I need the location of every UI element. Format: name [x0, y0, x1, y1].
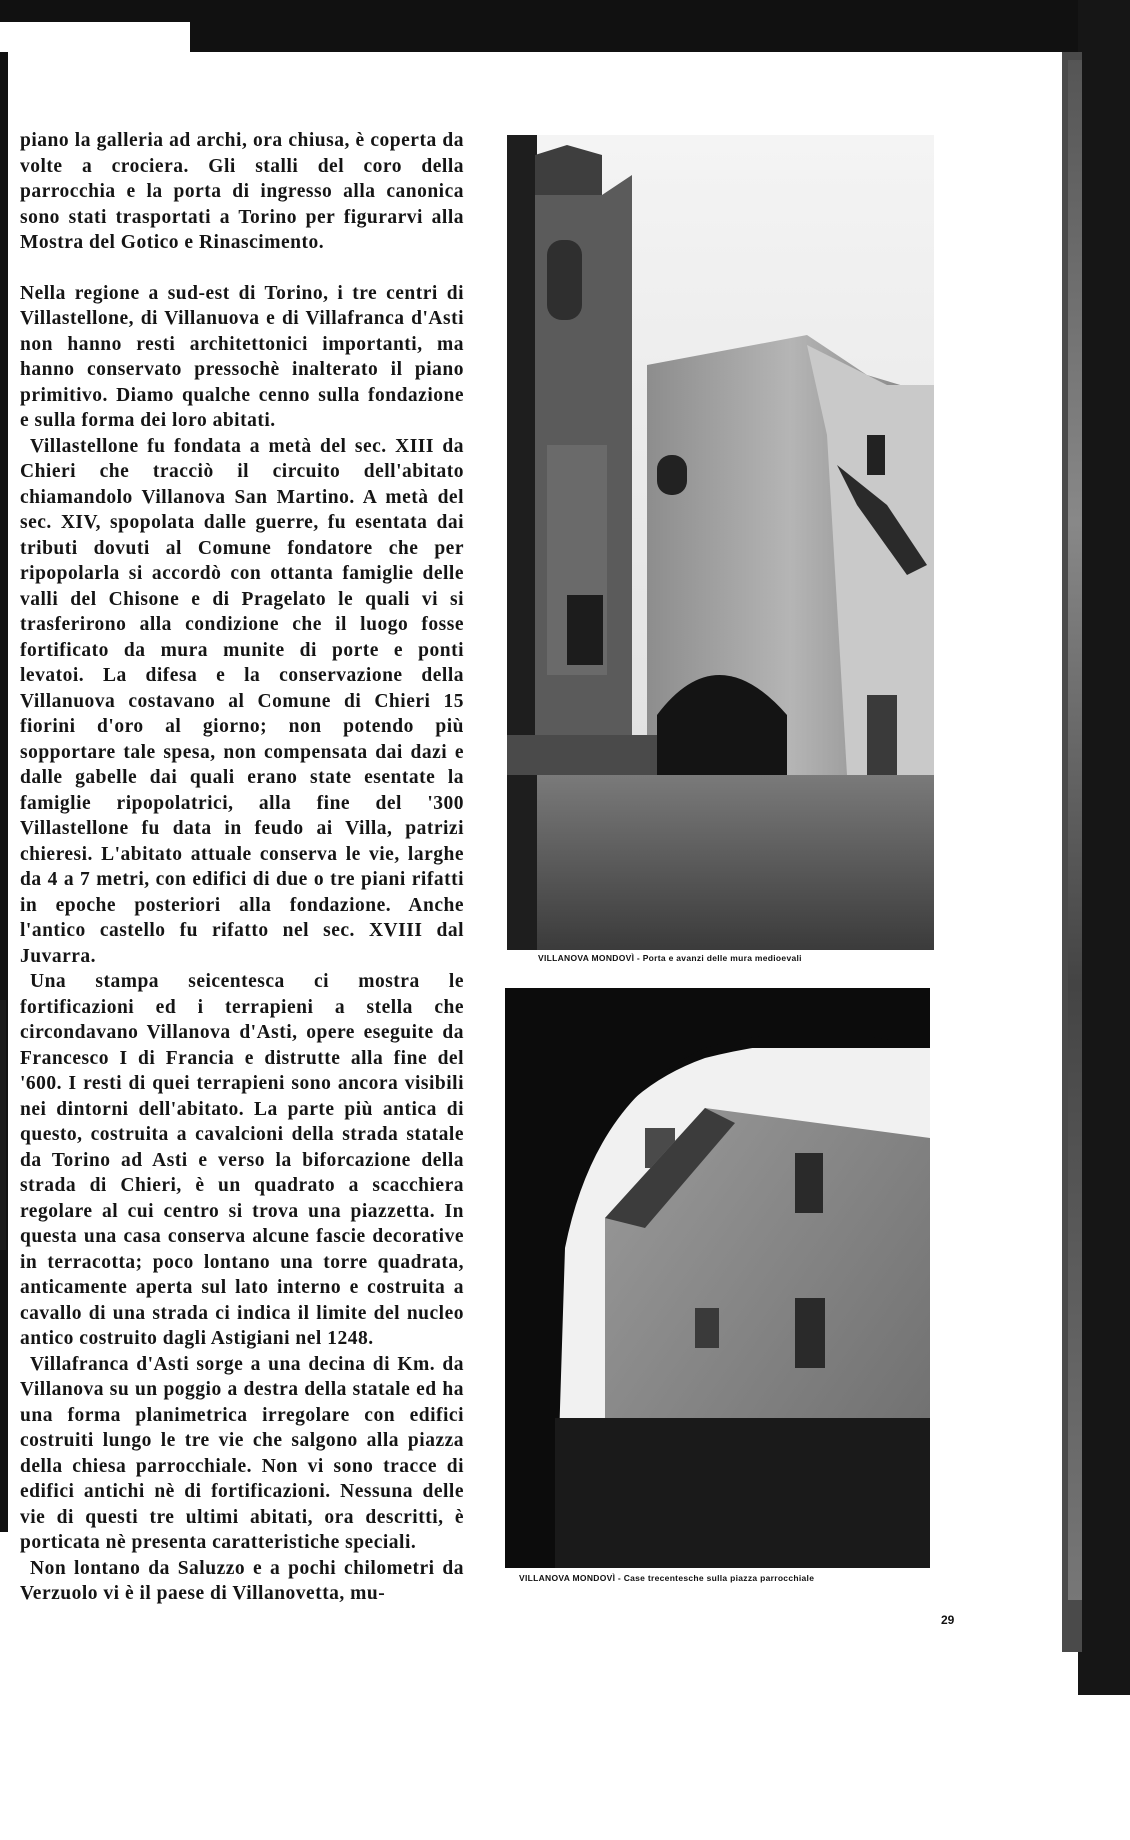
article-text-column — [20, 128, 464, 1607]
photo-gate-and-walls — [507, 135, 934, 950]
paragraph-3: Villastellone fu fondata a metà del sec. XIII da Chieri che tracciò il circuito dell'abitato chiamandolo Villanova San Martino. A metà del sec. XIV, spopolata dalle guerre, fu esentata dai tributi dovuti al Comune fondatore che per ripopolarla si accordò con ottanta famiglie delle valli del Chisone e di Pragelato le quali vi si trasferirono alla condizione che il luogo fosse fortificato da mura munite di porte e ponti levatoi. La difesa e la conservazione della Villanuova costavano al Comune di Chieri 15 fiorini d'oro al giorno; non potendo più sopportare tale spesa, non compensata dai dazi e dalle gabelle dai quali erano state esentate la famiglie ripopolatrici, alla fine del '300 Villastellone fu data in feudo ai Villa, patrizi chieresi. L'abitato attuale conserva le vie, larghe da 4 a 7 metri, con edifici di due o tre piani rifatti in epoche posteriori alla fondazione. Anche l'antico castello fu rifatto nel sec. XVIII dal Juvarra. — [20, 435, 464, 967]
photo-trecento-houses — [505, 988, 930, 1840]
paragraph-1: piano la galleria ad archi, ora chiusa, è coperta da volte a crociera. Gli stalli del coro della parrocchia e la porta di ingresso alla canonica sono stati trasportati a Torino per figurarvi alla Mostra del Gotico e Rinascimento. — [20, 130, 464, 253]
photo-gate-image — [507, 135, 934, 950]
photo-houses-image — [505, 988, 930, 1568]
right-scan-border — [1078, 0, 1130, 1695]
paragraph-5: Villafranca d'Asti sorge a una decina di Km. da Villanova su un poggio a destra della statale ed ha una forma planimetrica irregolare con edifici costruiti lungo le tre vie che salgono alla piazza della chiesa parrocchiale. Non vi sono tracce di edifici antichi nè di fortificazioni. Nessuna delle vie di questi tre ultimi abitati, ora descritti, è porticata nè presenta caratteristiche speciali. — [20, 1353, 464, 1553]
left-binding-mark — [0, 1000, 6, 1250]
top-border-notch — [0, 22, 190, 52]
photo2-caption: VILLANOVA MONDOVÌ - Case trecentesche sulla piazza parrocchiale — [519, 1573, 815, 1583]
right-binding-strip — [1068, 60, 1082, 1600]
paragraph-4: Una stampa seicentesca ci mostra le fortificazioni ed i terrapieni a stella che circondavano Villanova d'Asti, opere eseguite da Francesco I di Francia e distrutte alla fine del '600. I resti di quei terrapieni sono ancora visibili nei dintorni dell'abitato. La parte più antica di questo, costruita a cavalcioni della strada statale da Torino ad Asti e verso la biforcazione della strada di Chieri, è un quadrato a scacchiera regolare al cui centro si trova una piazzetta. In questa una casa conserva alcune fascie decorative in terracotta; poco lontano una torre quadrata, anticamente aperta sul lato interno e costruita a cavallo di una strada ci indica il limite del nucleo antico costruito dagli Astigiani nel 1248. — [20, 971, 464, 1349]
left-scan-border — [0, 52, 8, 1532]
photo1-caption: VILLANOVA MONDOVÌ - Porta e avanzi delle mura medioevali — [538, 953, 802, 963]
page-number: 29 — [941, 1613, 955, 1627]
paragraph-2: Nella regione a sud-est di Torino, i tre centri di Villastellone, di Villanuova e di Villafranca d'Asti non hanno resti architettonici importanti, ma hanno conservato pressochè inalterato il piano primitivo. Diamo qualche cenno sulla fondazione e sulla forma dei loro abitati. — [20, 282, 464, 431]
paragraph-6: Non lontano da Saluzzo e a pochi chilometri da Verzuolo vi è il paese di Villanovetta, mu- — [20, 1557, 464, 1604]
